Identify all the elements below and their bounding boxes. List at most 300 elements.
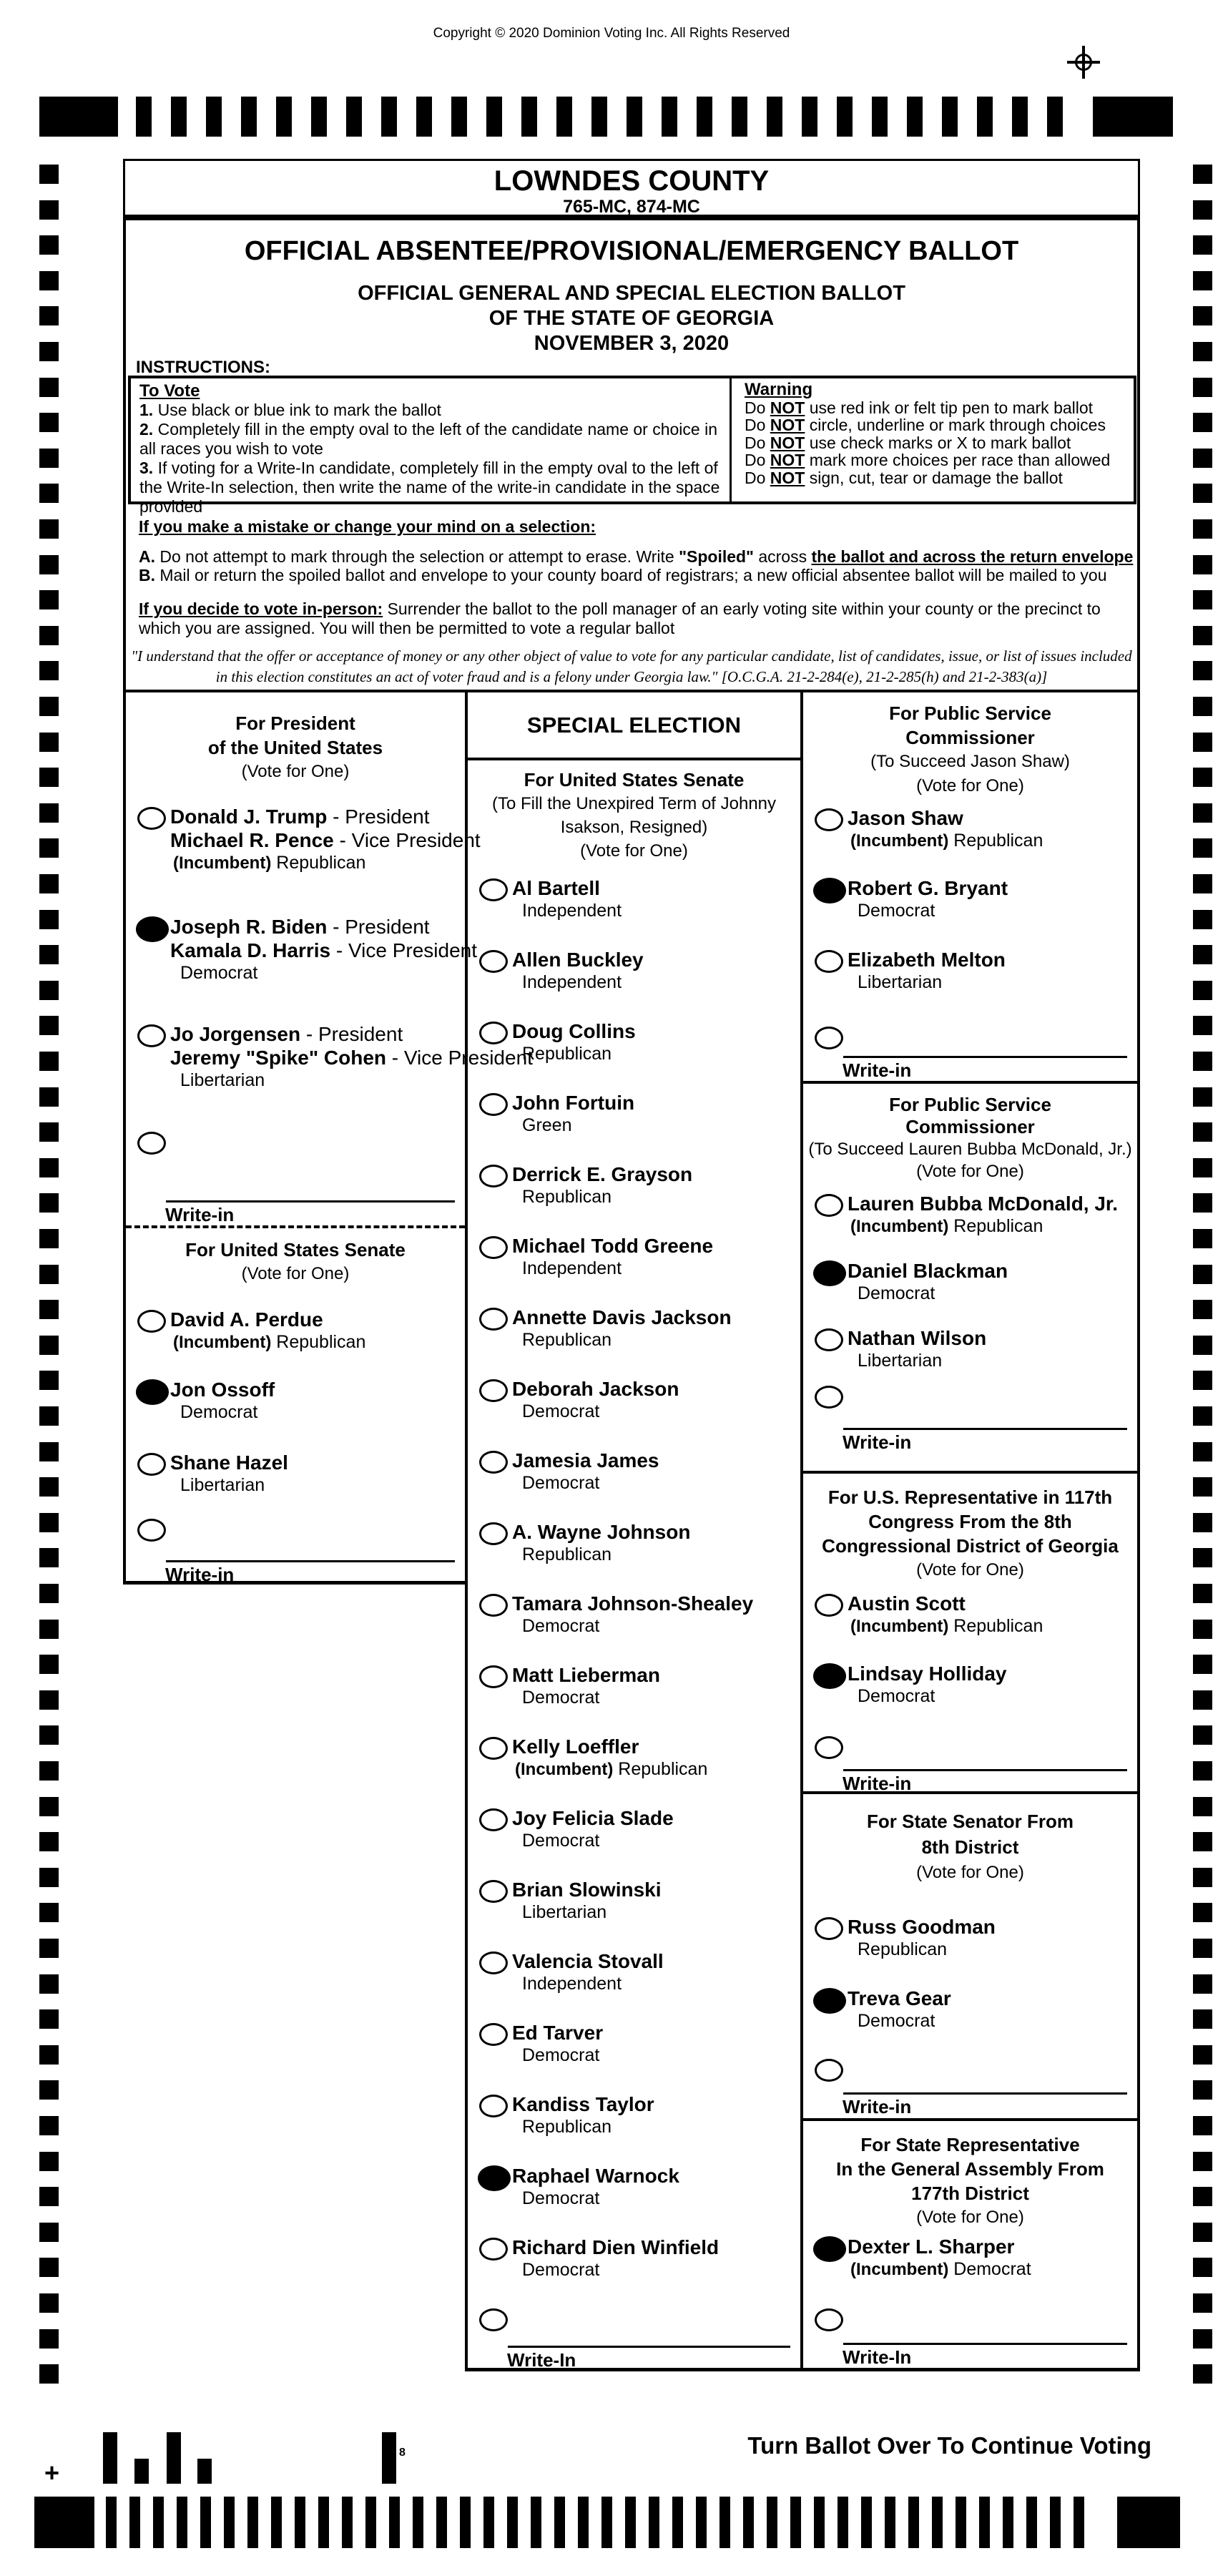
timing-mark: [39, 1690, 59, 1710]
write-in-line-president[interactable]: [166, 1200, 455, 1203]
timing-mark: [1193, 2293, 1212, 2313]
timing-mark: [556, 97, 572, 137]
timing-mark: [39, 1797, 59, 1816]
oval-jon-ossoff[interactable]: [136, 1379, 169, 1405]
oval-john-fortuin[interactable]: [479, 1093, 508, 1116]
write-in-oval-president[interactable]: [137, 1132, 166, 1155]
candidate-party-valencia-stovall: Independent: [522, 1974, 622, 1994]
candidate-party-treva-gear: Democrat: [858, 2011, 935, 2031]
timing-mark: [39, 1513, 59, 1532]
candidate-party-joseph-r-biden: Democrat: [180, 963, 258, 983]
timing-mark: [389, 2497, 400, 2548]
timing-mark: [861, 2497, 872, 2548]
timing-mark: [932, 2497, 943, 2548]
contest-title-line: For United States Senate: [185, 1239, 406, 1260]
candidate-name-allen-buckley: Allen Buckley: [512, 949, 644, 971]
timing-mark: [39, 626, 59, 645]
timing-mark: [39, 2080, 59, 2100]
timing-mark: [554, 2497, 565, 2548]
timing-mark: [802, 97, 817, 137]
oval-jason-shaw[interactable]: [815, 808, 843, 831]
oval-austin-scott[interactable]: [815, 1594, 843, 1617]
timing-mark: [1193, 1690, 1212, 1710]
candidate-name-annette-davis-jackson: Annette Davis Jackson: [512, 1306, 732, 1328]
timing-mark: [311, 97, 327, 137]
candidate-name-brian-slowinski: Brian Slowinski: [512, 1879, 662, 1901]
warning-item: Do NOT circle, underline or mark through choices: [745, 416, 1106, 434]
timing-mark: [382, 2432, 396, 2484]
candidate-name-valencia-stovall: Valencia Stovall: [512, 1950, 664, 1972]
timing-mark: [39, 342, 59, 361]
oval-michael-todd-greene[interactable]: [479, 1236, 508, 1259]
write-in-line-us-senate[interactable]: [166, 1560, 455, 1562]
timing-mark: [129, 2497, 140, 2548]
timing-mark: [1193, 2152, 1212, 2171]
write-in-line-psc-shaw[interactable]: [843, 1056, 1127, 1058]
timing-mark: [767, 2497, 777, 2548]
candidate-name-kandiss-taylor: Kandiss Taylor: [512, 2093, 654, 2115]
candidate-name-russ-goodman: Russ Goodman: [848, 1916, 996, 1938]
candidate-name-elizabeth-melton: Elizabeth Melton: [848, 949, 1006, 971]
write-in-oval-psc-shaw[interactable]: [815, 1027, 843, 1049]
candidate-party-brian-slowinski: Libertarian: [522, 1902, 607, 1922]
write-in-line-state-senate-8[interactable]: [843, 2092, 1127, 2095]
timing-mark: [39, 945, 59, 964]
timing-mark: [1193, 1122, 1212, 1142]
timing-mark: [697, 97, 712, 137]
write-in-oval-psc-mcdonald[interactable]: [815, 1386, 843, 1409]
write-in-label-us-senate: Write-in: [165, 1564, 235, 1585]
timing-mark: [413, 2497, 423, 2548]
timing-mark: [39, 306, 59, 325]
timing-mark: [39, 1087, 59, 1107]
contest-president: [126, 692, 533, 1228]
contest-title-line: For Public Service: [889, 1094, 1051, 1115]
timing-mark: [416, 97, 432, 137]
timing-mark: [1193, 449, 1212, 468]
candidate-party-daniel-blackman: Democrat: [858, 1283, 935, 1303]
timing-mark: [1193, 1974, 1212, 1994]
timing-mark: [39, 1477, 59, 1497]
column-middle: [465, 692, 800, 2371]
candidate-name-al-bartell: Al Bartell: [512, 877, 600, 899]
write-in-label-president: Write-in: [165, 1204, 235, 1225]
timing-mark: [956, 2497, 966, 2548]
timing-mark: [1012, 97, 1028, 137]
timing-mark: [790, 2497, 801, 2548]
oval-lindsay-holliday[interactable]: [813, 1663, 846, 1689]
contest-title-line: In the General Assembly From: [836, 2158, 1104, 2180]
candidate-party-jo-jorgensen: Libertarian: [180, 1070, 265, 1090]
timing-mark: [39, 1903, 59, 1922]
write-in-oval-state-senate-8[interactable]: [815, 2059, 843, 2082]
timing-mark: [39, 2152, 59, 2171]
candidate-name-donald-j-trump: Donald J. Trump - President: [170, 805, 430, 828]
timing-mark: [39, 1442, 59, 1461]
contest-heading-psc-shaw: [803, 701, 1137, 798]
write-in-label-psc-shaw: Write-in: [843, 1059, 912, 1081]
write-in-oval-special-senate[interactable]: [479, 2308, 508, 2331]
timing-mark: [507, 2497, 518, 2548]
to-vote-cell: [131, 378, 732, 516]
timing-mark: [872, 97, 888, 137]
candidate-name-robert-g-bryant: Robert G. Bryant: [848, 877, 1008, 899]
contest-title-line: Commissioner: [905, 1116, 1035, 1137]
contest-subtitle-line: (To Succeed Lauren Bubba McDonald, Jr.): [808, 1140, 1132, 1159]
timing-mark: [177, 2497, 187, 2548]
candidate-party-david-a-perdue: (Incumbent) Republican: [173, 1332, 366, 1352]
candidate-party-donald-j-trump: (Incumbent) Republican: [173, 853, 366, 873]
timing-mark: [103, 2432, 117, 2484]
timing-mark: [39, 1371, 59, 1390]
vote-for-instruction: (Vote for One): [916, 776, 1024, 795]
timing-mark: [1193, 803, 1212, 823]
timing-mark: [1193, 1868, 1212, 1887]
write-in-line-psc-mcdonald[interactable]: [843, 1428, 1127, 1430]
oval-richard-dien-winfield[interactable]: [479, 2238, 508, 2261]
oval-shane-hazel[interactable]: [137, 1453, 166, 1476]
contest-us-rep-8: [803, 1474, 1137, 1794]
timing-mark: [486, 97, 502, 137]
candidate-name-treva-gear: Treva Gear: [848, 1987, 951, 2009]
candidate-name-doug-collins: Doug Collins: [512, 1020, 636, 1042]
candidate-name-nathan-wilson: Nathan Wilson: [848, 1327, 987, 1349]
contest-special-senate: [468, 760, 800, 2371]
timing-mark: [1193, 1371, 1212, 1390]
timing-mark: [134, 2459, 149, 2484]
timing-mark: [39, 449, 59, 468]
to-vote-item: 2. Completely fill in the empty oval to the left of the candidate name or choice in all races you wish to vote: [139, 420, 718, 458]
timing-mark: [1193, 768, 1212, 787]
contest-subtitle-line: Isakson, Resigned): [560, 818, 708, 837]
timing-mark: [1193, 1513, 1212, 1532]
timing-mark: [39, 2009, 59, 2029]
timing-mark: [39, 1265, 59, 1284]
warning-item: Do NOT use check marks or X to mark ballot: [745, 433, 1071, 452]
timing-mark: [1193, 1016, 1212, 1035]
timing-mark: [1193, 838, 1212, 858]
oval-nathan-wilson[interactable]: [815, 1328, 843, 1351]
timing-mark: [39, 733, 59, 752]
timing-mark: [1193, 1761, 1212, 1781]
to-vote-item: 3. If voting for a Write-In candidate, completely fill in the empty oval to the left of the Write-In selection, then write the name of the write-in candidate in the space provided: [139, 459, 720, 516]
timing-mark: [591, 97, 607, 137]
candidate-party-deborah-jackson: Democrat: [522, 1401, 600, 1421]
vote-for-instruction: (Vote for One): [580, 841, 688, 861]
election-title: OFFICIAL GENERAL AND SPECIAL ELECTION BALLOT: [358, 282, 905, 305]
timing-mark: [39, 1122, 59, 1142]
candidate-name-shane-hazel: Shane Hazel: [170, 1451, 288, 1474]
timing-mark: [381, 97, 397, 137]
in-person-note: If you decide to vote in-person: Surrender the ballot to the poll manager of an early voting site within your county or the precinct to which you are assigned. You will then be permitted to vote a regular ballot: [139, 599, 1101, 637]
candidate-party-joy-felicia-slade: Democrat: [522, 1831, 600, 1851]
candidate-party-michael-todd-greene: Independent: [522, 1258, 622, 1278]
timing-mark: [979, 2497, 990, 2548]
candidate-party-shane-hazel: Libertarian: [180, 1475, 265, 1495]
candidate-name-joy-felicia-slade: Joy Felicia Slade: [512, 1807, 674, 1829]
oval-elizabeth-melton[interactable]: [815, 950, 843, 973]
candidate-party-russ-goodman: Republican: [858, 1939, 948, 1959]
candidate-party-a-wayne-johnson: Republican: [522, 1544, 612, 1564]
ballot-style-code: 765-MC, 874-MC: [563, 197, 700, 217]
turn-ballot-over-text: Turn Ballot Over To Continue Voting: [747, 2432, 1151, 2459]
timing-mark: [1193, 733, 1212, 752]
oval-doug-collins[interactable]: [479, 1022, 508, 1044]
candidate-name-jon-ossoff: Jon Ossoff: [170, 1378, 275, 1401]
timing-mark: [625, 2497, 636, 2548]
timing-mark: [1193, 2009, 1212, 2029]
oval-matt-lieberman[interactable]: [479, 1665, 508, 1688]
contest-title-line: For United States Senate: [524, 769, 745, 790]
oval-jamesia-james[interactable]: [479, 1451, 508, 1474]
contest-title-line: Commissioner: [905, 727, 1035, 748]
candidate-name-joseph-r-biden: Joseph R. Biden - President: [170, 916, 430, 938]
column-right: [800, 692, 1140, 2371]
timing-mark: [1193, 1193, 1212, 1213]
oval-al-bartell[interactable]: [479, 878, 508, 901]
candidate-name2-jo-jorgensen: Jeremy "Spike" Cohen - Vice President: [170, 1047, 533, 1069]
timing-mark: [39, 519, 59, 539]
contest-title-line: For President: [235, 712, 355, 734]
contest-us-senate: [126, 1228, 465, 1585]
timing-mark: [39, 1052, 59, 1071]
timing-mark: [1193, 1903, 1212, 1922]
timing-mark: [39, 200, 59, 220]
timing-mark: [662, 97, 677, 137]
timing-mark: [39, 1548, 59, 1567]
timing-mark: [39, 271, 59, 290]
timing-mark: [672, 2497, 683, 2548]
timing-mark: [1074, 2497, 1084, 2548]
timing-mark: [601, 2497, 612, 2548]
write-in-line-state-rep-177[interactable]: [843, 2343, 1127, 2345]
timing-mark: [39, 1761, 59, 1781]
timing-mark: [1193, 590, 1212, 609]
warning-cell: [732, 378, 1134, 501]
instructions-label: INSTRUCTIONS:: [136, 358, 270, 377]
contest-heading-president: [126, 711, 465, 784]
candidate-party-john-fortuin: Green: [522, 1115, 572, 1135]
write-in-label-state-rep-177: Write-In: [843, 2346, 912, 2368]
oval-tamara-johnson-shealey[interactable]: [479, 1594, 508, 1617]
candidate-party-lauren-bubba-mcdonald-jr: (Incumbent) Republican: [850, 1216, 1043, 1236]
oval-donald-j-trump[interactable]: [137, 807, 166, 830]
contest-title-line: For State Representative: [860, 2134, 1080, 2155]
write-in-line-special-senate[interactable]: [508, 2346, 790, 2348]
oval-jo-jorgensen[interactable]: [137, 1024, 166, 1047]
candidate-name-a-wayne-johnson: A. Wayne Johnson: [512, 1521, 691, 1543]
timing-mark: [1193, 235, 1212, 255]
contest-title-line: 8th District: [921, 1836, 1019, 1858]
timing-mark: [1193, 1336, 1212, 1355]
write-in-oval-us-rep-8[interactable]: [815, 1736, 843, 1759]
timing-mark: [1193, 1655, 1212, 1674]
oval-joseph-r-biden[interactable]: [136, 916, 169, 942]
timing-mark: [39, 1300, 59, 1319]
timing-mark: [342, 2497, 353, 2548]
write-in-oval-state-rep-177[interactable]: [815, 2308, 843, 2331]
timing-mark: [39, 1336, 59, 1355]
sequence-mark: 8: [399, 2447, 406, 2459]
timing-mark: [39, 2223, 59, 2242]
candidate-party-jon-ossoff: Democrat: [180, 1402, 258, 1422]
timing-mark: [649, 2497, 659, 2548]
candidate-name-david-a-perdue: David A. Perdue: [170, 1308, 323, 1331]
timing-mark: [1193, 1939, 1212, 1958]
timing-mark: [206, 97, 222, 137]
contest-heading-us-rep-8: [803, 1485, 1137, 1582]
oval-russ-goodman[interactable]: [815, 1917, 843, 1940]
timing-mark: [1050, 2497, 1061, 2548]
oval-dexter-l-sharper[interactable]: [813, 2236, 846, 2262]
candidate-name-matt-lieberman: Matt Lieberman: [512, 1664, 660, 1686]
timing-mark: [39, 1939, 59, 1958]
oval-annette-davis-jackson[interactable]: [479, 1308, 508, 1331]
candidate-party-al-bartell: Independent: [522, 901, 622, 921]
candidate-party-doug-collins: Republican: [522, 1044, 612, 1064]
contest-heading-special-senate: [468, 768, 800, 863]
oval-valencia-stovall[interactable]: [479, 1951, 508, 1974]
timing-mark: [1193, 413, 1212, 432]
timing-mark: [39, 2187, 59, 2206]
timing-mark: [1193, 1620, 1212, 1639]
vote-for-instruction: (Vote for One): [916, 1560, 1024, 1580]
candidate-name-daniel-blackman: Daniel Blackman: [848, 1260, 1008, 1282]
write-in-oval-us-senate[interactable]: [137, 1519, 166, 1542]
timing-mark: [1193, 981, 1212, 1000]
contest-psc-shaw: [803, 692, 1137, 1084]
oval-daniel-blackman[interactable]: [813, 1260, 846, 1286]
timing-mark: [39, 1016, 59, 1035]
timing-mark: [460, 2497, 471, 2548]
timing-mark: [1193, 519, 1212, 539]
contest-heading-state-rep-177: [803, 2132, 1137, 2230]
to-vote-items: [139, 401, 722, 516]
timing-mark: [247, 2497, 258, 2548]
oval-ed-tarver[interactable]: [479, 2023, 508, 2046]
timing-mark: [39, 2116, 59, 2135]
timing-mark: [1193, 1087, 1212, 1107]
contest-title-line: 177th District: [911, 2183, 1029, 2204]
timing-mark: [34, 2497, 94, 2548]
candidate-party-nathan-wilson: Libertarian: [858, 1351, 943, 1371]
oval-treva-gear[interactable]: [813, 1988, 846, 2014]
candidate-name-lauren-bubba-mcdonald-jr: Lauren Bubba McDonald, Jr.: [848, 1192, 1119, 1215]
timing-mark: [39, 1406, 59, 1426]
timing-mark: [814, 2497, 825, 2548]
candidate-party-tamara-johnson-shealey: Democrat: [522, 1616, 600, 1636]
timing-mark: [1193, 1832, 1212, 1851]
timing-mark: [1193, 1052, 1212, 1071]
timing-mark: [767, 97, 782, 137]
oval-deborah-jackson[interactable]: [479, 1379, 508, 1402]
timing-mark: [39, 910, 59, 929]
oval-raphael-warnock[interactable]: [478, 2165, 511, 2191]
oval-lauren-bubba-mcdonald-jr[interactable]: [815, 1194, 843, 1217]
write-in-label-special-senate: Write-In: [507, 2349, 576, 2371]
column-left: [123, 692, 533, 1585]
timing-mark: [39, 1655, 59, 1674]
timing-mark: [1193, 2329, 1212, 2349]
write-in-label-psc-mcdonald: Write-in: [843, 1431, 912, 1453]
vote-for-instruction: (Vote for One): [241, 1264, 350, 1283]
county-header-box: [123, 159, 1140, 220]
timing-mark: [1193, 2364, 1212, 2384]
timing-mark: [167, 2432, 181, 2484]
mistake-item-a: A. Do not attempt to mark through the selection or attempt to erase. Write "Spoiled" across the ballot and across the return envelope: [139, 547, 1134, 566]
timing-mark: [39, 2045, 59, 2065]
copyright-line: Copyright © 2020 Dominion Voting Inc. All Rights Reserved: [433, 26, 790, 41]
oval-david-a-perdue[interactable]: [137, 1310, 166, 1333]
timing-mark: [1193, 1584, 1212, 1603]
candidate-party-robert-g-bryant: Democrat: [858, 901, 935, 921]
oval-brian-slowinski[interactable]: [479, 1880, 508, 1903]
oval-joy-felicia-slade[interactable]: [479, 1808, 508, 1831]
candidate-name-ed-tarver: Ed Tarver: [512, 2022, 604, 2044]
timing-mark: [1193, 484, 1212, 503]
timing-mark: [1193, 1406, 1212, 1426]
timing-mark: [39, 235, 59, 255]
plus-registration-mark: +: [44, 2458, 60, 2487]
candidate-name2-joseph-r-biden: Kamala D. Harris - Vice President: [170, 939, 478, 961]
candidate-name-jamesia-james: Jamesia James: [512, 1449, 659, 1471]
timing-mark: [39, 1229, 59, 1248]
candidate-party-austin-scott: (Incumbent) Republican: [850, 1616, 1043, 1636]
timing-mark: [39, 1832, 59, 1851]
timing-mark: [1047, 97, 1063, 137]
oval-robert-g-bryant[interactable]: [813, 878, 846, 903]
candidate-party-jamesia-james: Democrat: [522, 1473, 600, 1493]
timing-mark: [907, 97, 923, 137]
mistake-heading: If you make a mistake or change your mind on a selection:: [139, 517, 596, 536]
oval-allen-buckley[interactable]: [479, 950, 508, 973]
oval-a-wayne-johnson[interactable]: [479, 1522, 508, 1545]
timing-mark: [1117, 2497, 1180, 2548]
timing-mark: [39, 378, 59, 397]
timing-mark: [885, 2497, 895, 2548]
timing-mark: [1026, 2497, 1037, 2548]
timing-mark: [39, 2329, 59, 2349]
candidate-name-dexter-l-sharper: Dexter L. Sharper: [848, 2235, 1015, 2258]
timing-mark: [39, 1193, 59, 1213]
oval-kelly-loeffler[interactable]: [479, 1737, 508, 1760]
timing-mark: [1193, 555, 1212, 574]
timing-mark: [1193, 1548, 1212, 1567]
timing-mark: [39, 803, 59, 823]
ballot-title: OFFICIAL ABSENTEE/PROVISIONAL/EMERGENCY BALLOT: [244, 236, 1019, 266]
timing-mark: [1193, 945, 1212, 964]
timing-mark: [1193, 2116, 1212, 2135]
timing-mark: [1193, 2045, 1212, 2065]
oval-kandiss-taylor[interactable]: [479, 2095, 508, 2117]
contest-title-line: of the United States: [207, 737, 383, 758]
timing-mark: [521, 97, 537, 137]
timing-mark: [1193, 1265, 1212, 1284]
contest-title-line: For U.S. Representative in 117th: [827, 1487, 1113, 1508]
timing-mark: [200, 2497, 211, 2548]
candidate-party-derrick-e-grayson: Republican: [522, 1187, 612, 1207]
candidate-name-richard-dien-winfield: Richard Dien Winfield: [512, 2236, 719, 2258]
candidate-party-allen-buckley: Independent: [522, 972, 622, 992]
timing-mark: [276, 97, 292, 137]
election-state: OF THE STATE OF GEORGIA: [488, 307, 775, 330]
oval-derrick-e-grayson[interactable]: [479, 1165, 508, 1187]
contest-state-senate-8: [803, 1794, 1137, 2121]
candidate-party-lindsay-holliday: Democrat: [858, 1686, 935, 1706]
timing-mark: [136, 97, 152, 137]
candidate-name-deborah-jackson: Deborah Jackson: [512, 1378, 679, 1400]
write-in-line-us-rep-8[interactable]: [843, 1769, 1127, 1771]
